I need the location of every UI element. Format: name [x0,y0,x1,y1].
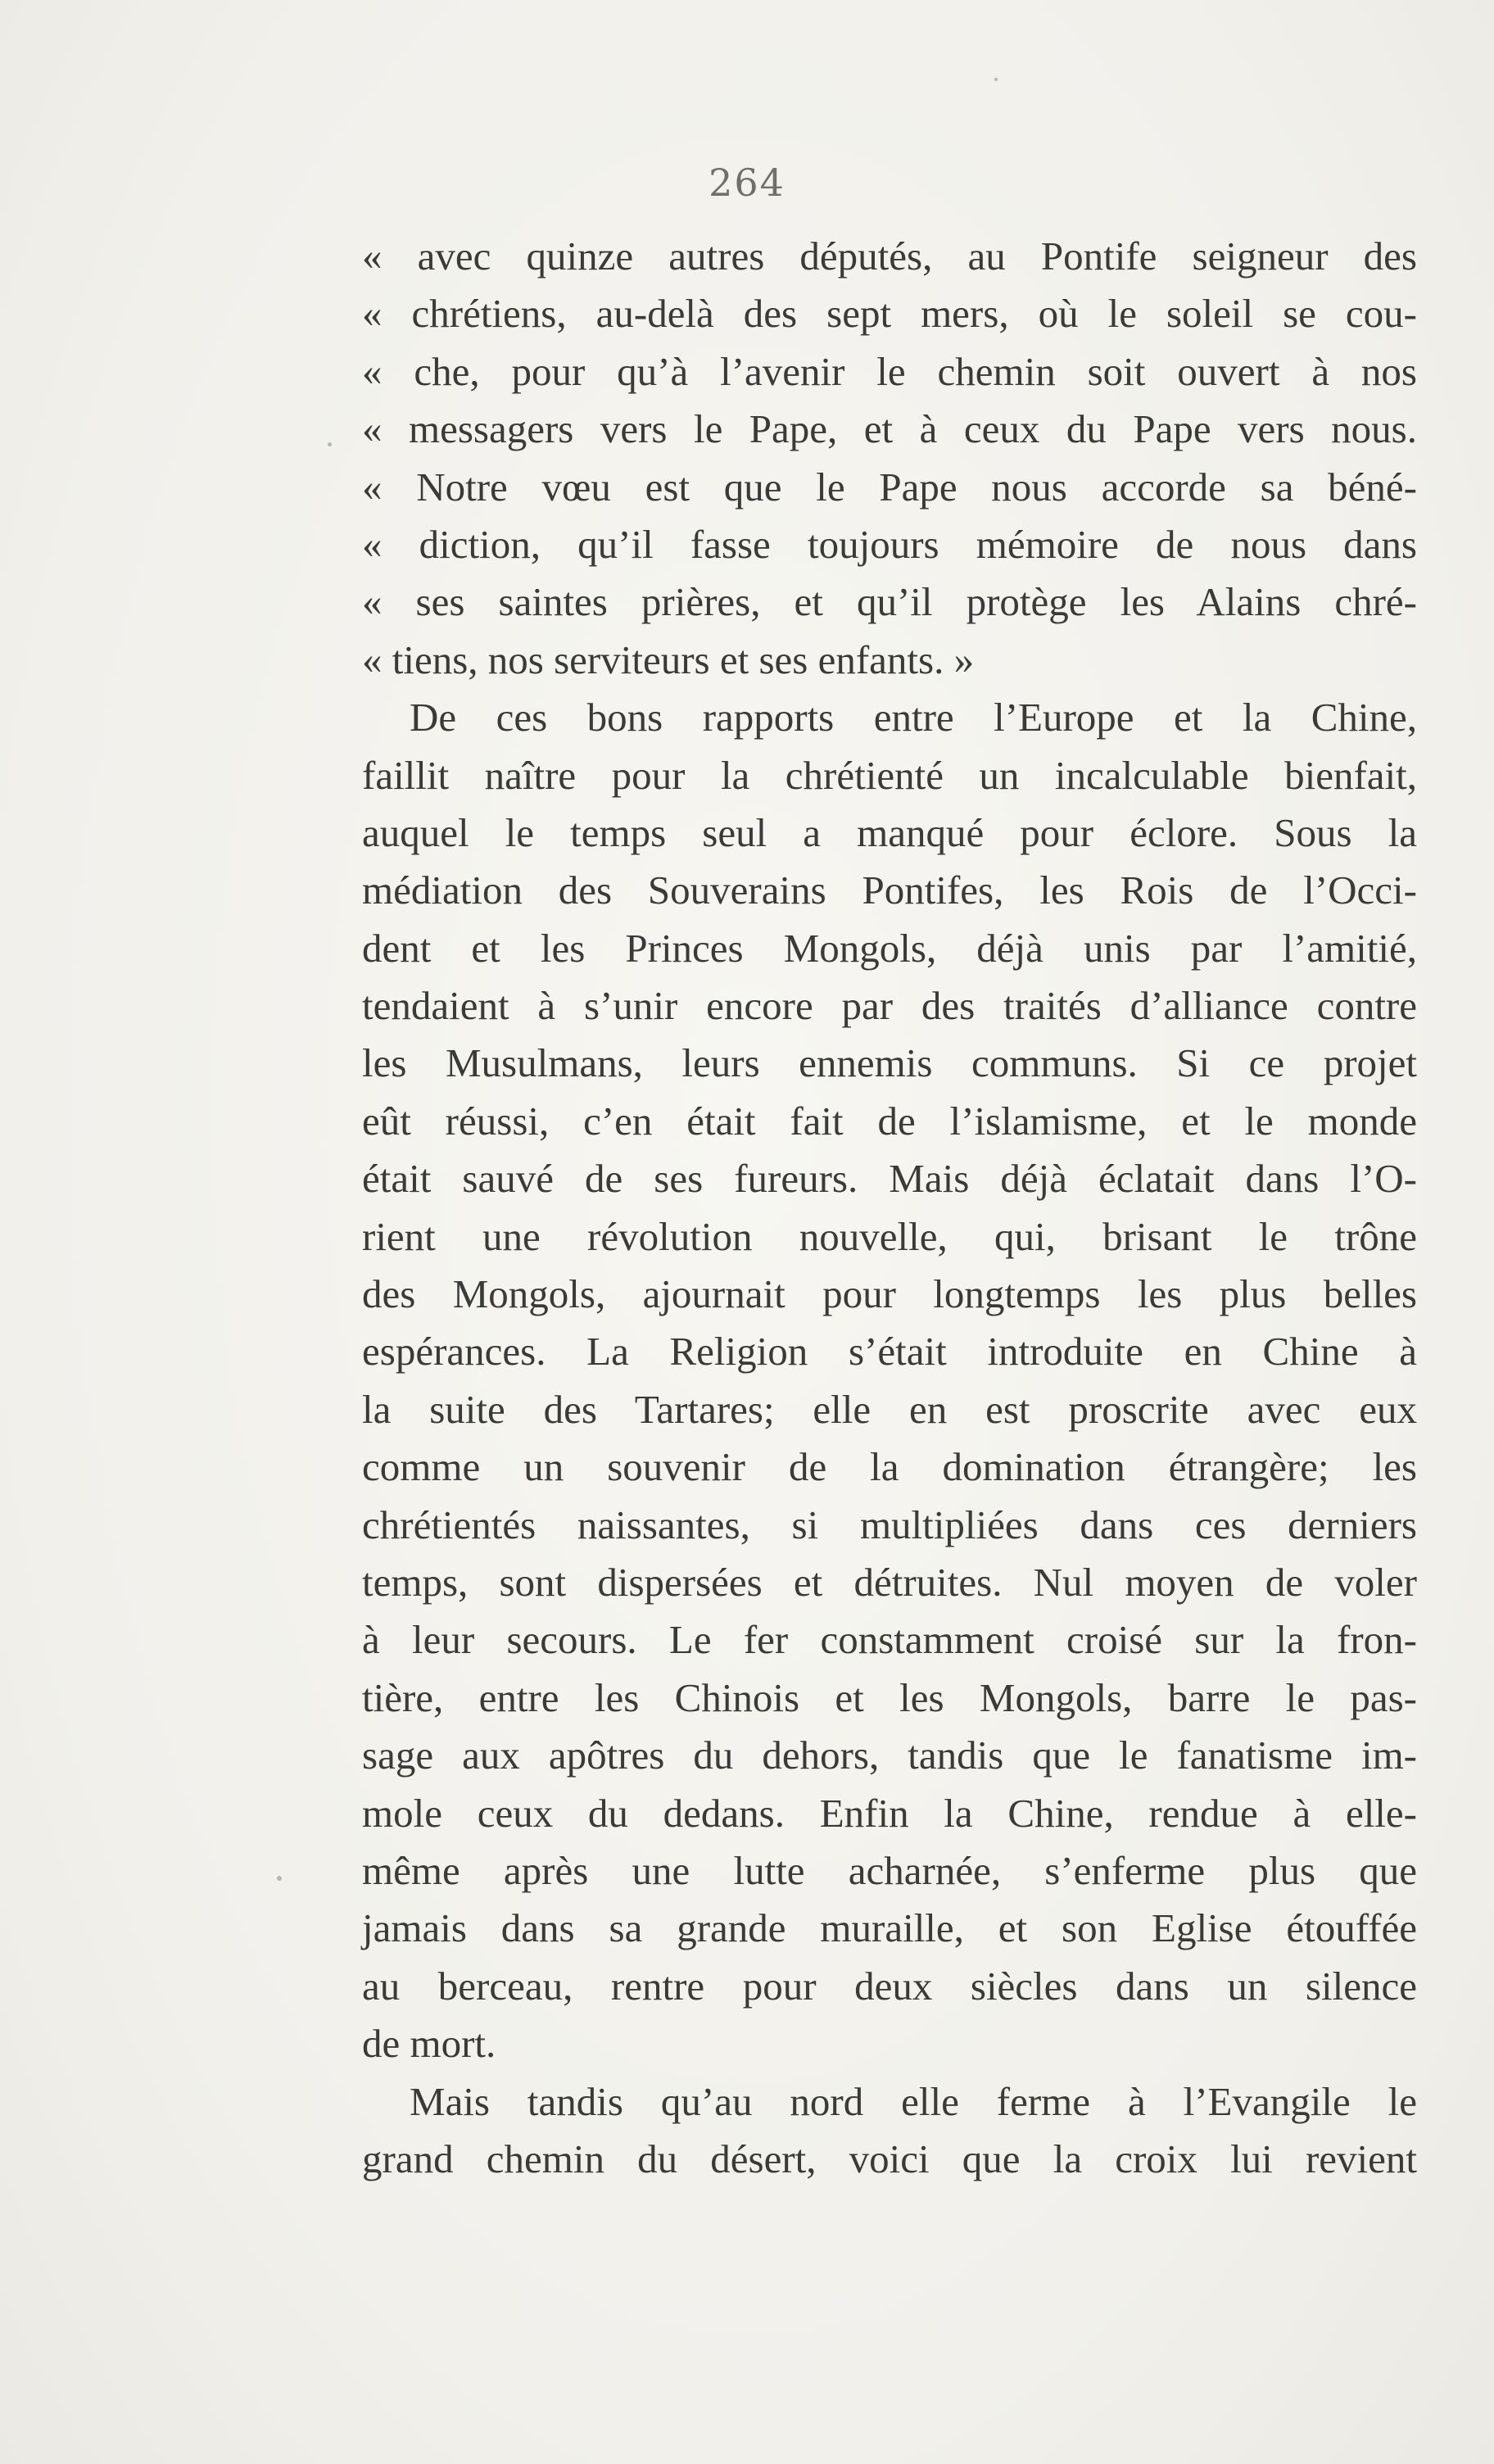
text-line: « ses saintes prières, et qu’il protège les Alains chré- [362,579,1417,625]
text-line: même après une lutte acharnée, s’enferme plus que [362,1847,1417,1893]
text-line: à leur secours. Le fer constamment croisé sur la fron- [362,1617,1417,1663]
paragraph-first-line: Mais tandis qu’au nord elle ferme à l’Evangile le [410,2078,1417,2124]
text-line: « tiens, nos serviteurs et ses enfants. » [362,636,975,682]
text-line: eût réussi, c’en était fait de l’islamisme, et le monde [362,1098,1417,1144]
paper-speck [994,78,998,81]
body-text [362,228,1417,2188]
text-line: grand chemin du désert, voici que la croix lui revient [362,2136,1417,2181]
text-line: la suite des Tartares; elle en est proscrite avec eux [362,1386,1417,1432]
text-line: « diction, qu’il fasse toujours mémoire de nous dans [362,521,1417,567]
text-line: rient une révolution nouvelle, qui, brisant le trône [362,1213,1417,1259]
text-line: « messagers vers le Pape, et à ceux du Pape vers nous. [362,406,1417,452]
text-line: dent et les Princes Mongols, déjà unis par l’amitié, [362,925,1417,971]
text-line: jamais dans sa grande muraille, et son Eglise étouffée [362,1905,1417,1951]
text-line: au berceau, rentre pour deux siècles dans un silence [362,1963,1417,2009]
paragraph-first-line: De ces bons rapports entre l’Europe et la Chine, [410,695,1417,741]
text-line: était sauvé de ses fureurs. Mais déjà éclatait dans l’O- [362,1156,1417,1202]
text-line: espérances. La Religion s’était introduite en Chine à [362,1329,1417,1375]
text-line: « Notre vœu est que le Pape nous accorde sa béné- [362,464,1417,510]
text-line: médiation des Souverains Pontifes, les Rois de l’Occi- [362,867,1417,913]
paper-speck [277,1876,282,1881]
text-line: mole ceux du dedans. Enfin la Chine, rendue à elle- [362,1790,1417,1836]
text-line: comme un souvenir de la domination étrangère; les [362,1444,1417,1490]
text-line: chrétientés naissantes, si multipliées dans ces derniers [362,1502,1417,1547]
text-line: auquel le temps seul a manqué pour éclore. Sous la [362,809,1417,855]
text-line: sage aux apôtres du dehors, tandis que le fanatisme im- [362,1732,1417,1778]
text-line: « avec quinze autres députés, au Pontife seigneur des [362,233,1417,279]
text-line: temps, sont dispersées et détruites. Nul moyen de voler [362,1559,1417,1605]
text-line: « chrétiens, au-delà des sept mers, où le soleil se cou- [362,291,1417,337]
text-line: de mort. [362,2021,496,2067]
text-line: tière, entre les Chinois et les Mongols, barre le pas- [362,1674,1417,1720]
paper-speck [328,442,332,446]
page-number: 264 [709,161,785,205]
text-line: « che, pour qu’à l’avenir le chemin soit ouvert à nos [362,348,1417,394]
text-line: faillit naître pour la chrétienté un incalculable bienfait, [362,752,1417,798]
text-line: tendaient à s’unir encore par des traités d’alliance contre [362,983,1417,1029]
text-line: des Mongols, ajournait pour longtemps les plus belles [362,1271,1417,1317]
text-line: les Musulmans, leurs ennemis communs. Si ce projet [362,1040,1417,1086]
